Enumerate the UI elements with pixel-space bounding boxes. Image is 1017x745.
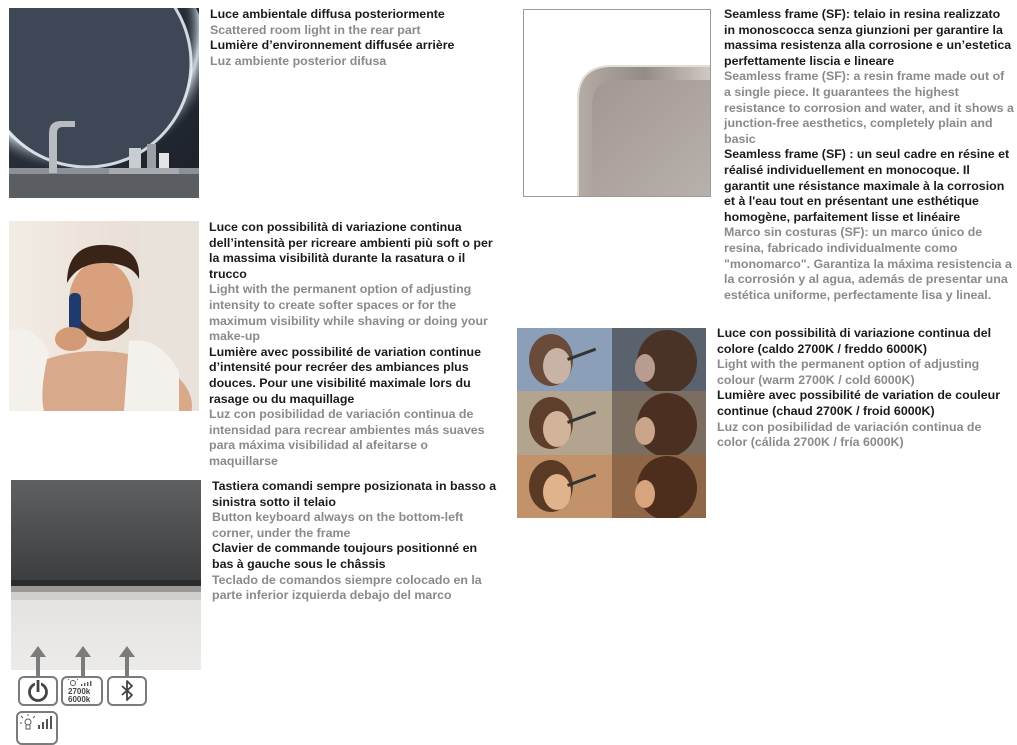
colour-text	[717, 326, 1007, 451]
colour-fr: Lumière avec possibilité de variation de couleur continue (chaud 2700K / froid 6000K)	[717, 388, 1001, 418]
ambient-es: Luz ambiente posterior difusa	[210, 53, 387, 68]
dimming-en: Light with the permanent option of adjusting intensity to create softer spaces or for the maximum visibility while shaving or doing your make-up	[209, 282, 488, 344]
kelvin-bottom-label: 6000k	[68, 695, 91, 704]
ambient-light-photo	[9, 8, 199, 198]
ambient-en: Scattered room light in the rear part	[210, 22, 421, 37]
ambient-fr: Lumière d’environnement diffusée arrière	[210, 38, 455, 53]
colour-en: Light with the permanent option of adjusting colour (warm 2700K / cold 6000K)	[717, 357, 980, 387]
kelvin-top-label: 2700k	[68, 687, 91, 696]
frame-text	[724, 7, 1014, 303]
keyboard-es: Teclado de comandos siempre colocado en la parte inferior izquierda debajo del marco	[212, 572, 482, 603]
ambient-light-text	[210, 7, 500, 69]
keyboard-fr: Clavier de commande toujours positionné en bas à gauche sous le châssis	[212, 541, 478, 571]
keyboard-photo	[11, 480, 201, 670]
bluetooth-icon	[107, 676, 147, 706]
shaving-photo	[9, 221, 199, 411]
colour-it: Luce con possibilità di variazione continua del colore (caldo 2700K / freddo 6000K)	[717, 326, 992, 356]
keyboard-it: Tastiera comandi sempre posizionata in basso a sinistra sotto il telaio	[212, 479, 497, 509]
keyboard-text	[212, 479, 497, 604]
power-icon	[18, 676, 58, 706]
ambient-it: Luce ambientale diffusa posteriormente	[210, 7, 445, 21]
frame-it: Seamless frame (SF): telaio in resina realizzato in monoscocca senza giunzioni per garantire la massima resistenza alla corrosione e un’estetica perfettamente liscia e lineare	[724, 7, 1012, 68]
colour-temperature-photo	[517, 328, 706, 518]
dimming-it: Luce con possibilità di variazione continua dell’intensità per ricreare ambienti più soft o per la massima visibilità durante la rasatura o il trucco	[209, 220, 493, 281]
frame-photo	[523, 9, 711, 197]
colour-temperature-icon	[61, 676, 103, 706]
colour-es: Luz con posibilidad de variación continua de color (cálida 2700K / fría 6000K)	[717, 419, 982, 450]
dimming-fr: Lumière avec possibilité de variation continue d’intensité pour recréer des ambiances plus douces. Pour une visibilité maximale lors du rasage ou du maquillage	[209, 344, 481, 406]
frame-fr: Seamless frame (SF) : un seul cadre en résine et réalisé individuellement en monocoque. Il garantit une résistance maximale à la corrosion et à l'eau tout en présentant une esthétique homogène, parfaitement lisse et linéaire	[724, 147, 1010, 224]
frame-en: Seamless frame (SF): a resin frame made out of a single piece. It guarantees the highest resistance to corrosion and water, and it shows a junction-free aesthetics, completely plain and basic	[724, 69, 1014, 146]
dimming-text	[209, 220, 499, 470]
keyboard-en: Button keyboard always on the bottom-left corner, under the frame	[212, 510, 464, 540]
frame-es: Marco sin costuras (SF): un marco único de resina, fabricado individualmente como "monomarco". Garantiza la máxima resistencia a la corrosión y al agua, además de presentar una estética uniforme, perfectamente lisa y lineal.	[724, 225, 1012, 302]
dimming-es: Luz con posibilidad de variación continua de intensidad para recrear ambientes más suaves para máxima visibilidad al afeitarse o maquillarse	[209, 407, 485, 468]
keyboard-arrows	[26, 645, 146, 677]
dimmer-icon	[16, 711, 58, 745]
